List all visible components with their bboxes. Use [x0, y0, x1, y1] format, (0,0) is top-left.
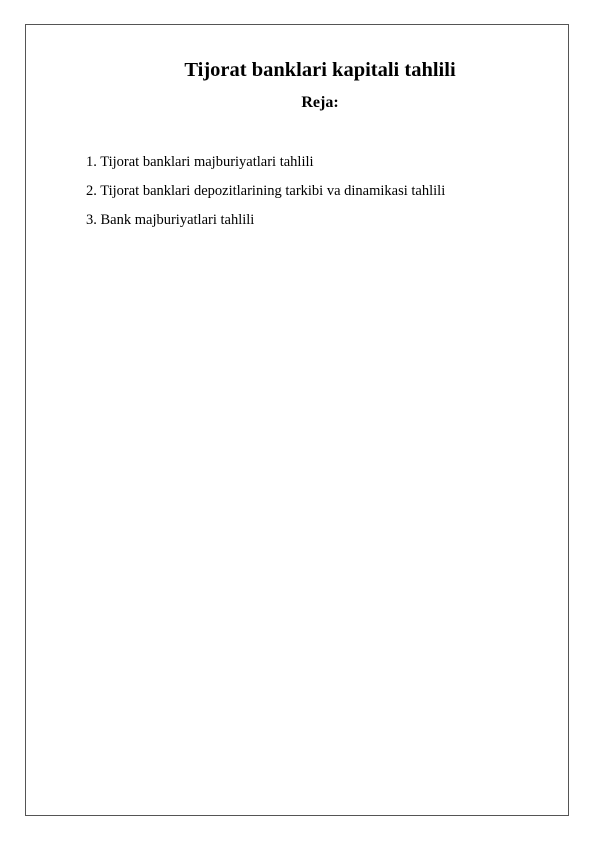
plan-item-number: 3 . [86, 212, 101, 228]
plan-item-text: Tijorat banklari majburiyatlari tahlili [100, 154, 314, 170]
plan-heading: Reja: [301, 94, 339, 111]
plan-item-3 [86, 206, 445, 235]
page-border [25, 24, 569, 816]
plan-list [86, 148, 445, 235]
plan-item-number: 2 . [86, 183, 100, 199]
plan-item-text: Bank majburiyatlari tahlili [100, 212, 255, 228]
plan-item-1 [86, 148, 445, 177]
plan-item-text: Tijorat banklari depozitlarining tarkibi va dinamikasi tahlili [100, 183, 446, 199]
document-title: Tijorat banklari kapitali tahlili [184, 59, 456, 81]
plan-item-2 [86, 177, 445, 206]
plan-item-number: 1 . [86, 154, 100, 170]
